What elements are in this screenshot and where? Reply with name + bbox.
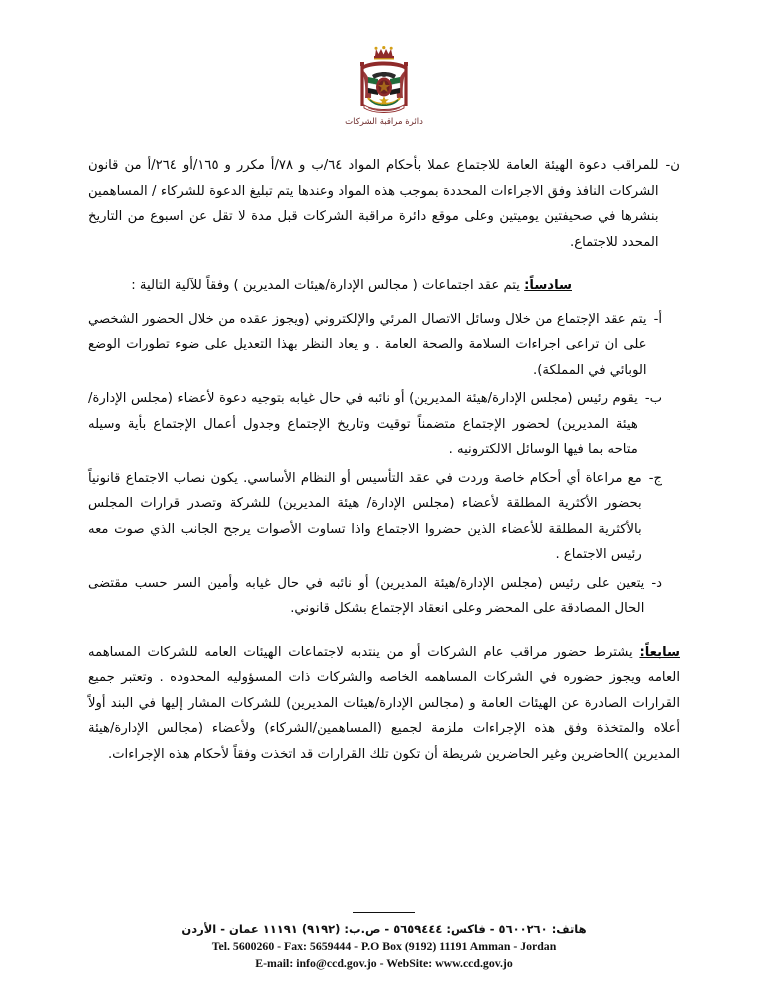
footer-contact-arabic: هاتف: ٥٦٠٠٢٦٠ - فاكس: ٥٦٥٩٤٤٤ - ص.ب: (٩١٩٢) ١١١٩١ عمان - الأردن — [181, 922, 587, 936]
list-item-marker: ب- — [644, 391, 662, 406]
list-item-text: يتعين على رئيس (مجلس الإدارة/هيئة المديرين) أو نائبه في حال غيابه وأمين السر حسب مقتضى الحال المصادقة على المحضر وعلى انعقاد الإجتماع بشكل قانوني. — [88, 575, 645, 616]
list-item-text: مع مراعاة أي أحكام خاصة وردت في عقد التأسيس أو النظام الأساسي. يكون نصاب الاجتماع قانونياً بحضور الأكثرية المطلقة لأعضاء (مجلس الإدارة/ هيئة المديرين) للشركة وتصدر قرارات المجلس بالأكثرية المطلقة للأعضاء الذين حضروا الاجتماع واذا تساوت الأصوات يرجح الجانب الذي صوت معه رئيس الاجتماع . — [88, 470, 642, 562]
list-item-text: يتم عقد الإجتماع من خلال وسائل الاتصال المرئي والإلكتروني (ويجوز عقده من خلال الحضور الشخصي على ان تراعى اجراءات السلامة والصحة العامة . و يعاد النظر بهذا التعديل على ضوء تطورات الوضع الوبائي في المملكة). — [88, 311, 647, 378]
list-item — [88, 386, 662, 463]
list-item-marker: د- — [651, 575, 662, 591]
clause-marker: ن- — [665, 158, 680, 173]
footer-contact-english: Tel. 5600260 - Fax: 5659444 - P.O Box (9192) 11191 Amman - Jordan — [211, 939, 557, 953]
list-item-marker: أ- — [653, 311, 662, 327]
section-six-heading — [88, 273, 680, 299]
clause-text: للمراقب دعوة الهيئة العامة للاجتماع عملا بأحكام المواد ٦٤/ب و ٧٨/أ مكرر و ١٦٥/أو ٢٦٤/أ من قانون الشركات النافذ وفق الاجراءات المحددة بموجب هذه المواد وعندها يتم تبليغ الدعوة للشركاء / المساهمين بنشرها في صحيفتين يوميتين وعلى موقع دائرة مراقبة الشركات قبل مدة لا تقل عن اسبوع من التاريخ المحدد للاجتماع. — [88, 158, 659, 250]
list-item — [88, 466, 662, 568]
section-six-label: سادساً: — [524, 278, 572, 293]
list-item — [88, 571, 662, 622]
section-seven-label: سابعاً: — [639, 644, 680, 660]
footer-email-website: E-mail: info@ccd.gov.jo - WebSite: www.ccd.gov.jo — [255, 956, 513, 970]
section-seven-text: يشترط حضور مراقب عام الشركات أو من ينتدبه لاجتماعات الهيئات العامه للشركات المساهمه العامه ويجوز حضوره في الشركات المساهمه الخاصه والشركات ذات المسؤوليه المحدوده . وتعتبر جميع القرارات الصادرة عن الهيئات العامة و (مجالس الإدارة/هيئات المديرين) للشركات المشار إليها في البند أولاً أعلاه والمتخذة وفق هذه الإجراءات ملزمة لجميع (المساهمين/الشركاء) ولأعضاء (مجالس الإدارة/هيئة المديرين )الحاضرين وغير الحاضرين شريطة أن تكون تلك القرارات قد اتخذت وفقاً لأحكام هذه الإجراءات. — [88, 644, 680, 762]
clause-item-noon — [88, 153, 680, 255]
document-footer — [0, 912, 768, 972]
document-body — [88, 127, 680, 767]
section-six-items — [88, 307, 680, 622]
list-item-text: يقوم رئيس (مجلس الإدارة/هيئة المديرين) أو نائبه في حال غيابه بتوجيه دعوة لأعضاء (مجلس الإدارة/هيئة المديرين) لحضور الإجتماع متضمناً توقيت وتاريخ الإجتماع وجدول أعمال الإجتماع بأية وسيله متاحه بما فيها الوسائل الالكترونيه . — [88, 391, 638, 457]
section-six-text: يتم عقد اجتماعات ( مجالس الإدارة/هيئات المديرين ) وفقاً للآلية التالية : — [131, 278, 525, 293]
list-item — [88, 307, 662, 384]
document-header — [0, 0, 768, 127]
department-name: دائرة مراقبة الشركات — [345, 117, 423, 127]
section-seven — [88, 640, 680, 768]
footer-divider — [353, 912, 415, 913]
jordan-coat-of-arms-emblem — [338, 44, 430, 116]
list-item-marker: ج- — [648, 470, 662, 486]
